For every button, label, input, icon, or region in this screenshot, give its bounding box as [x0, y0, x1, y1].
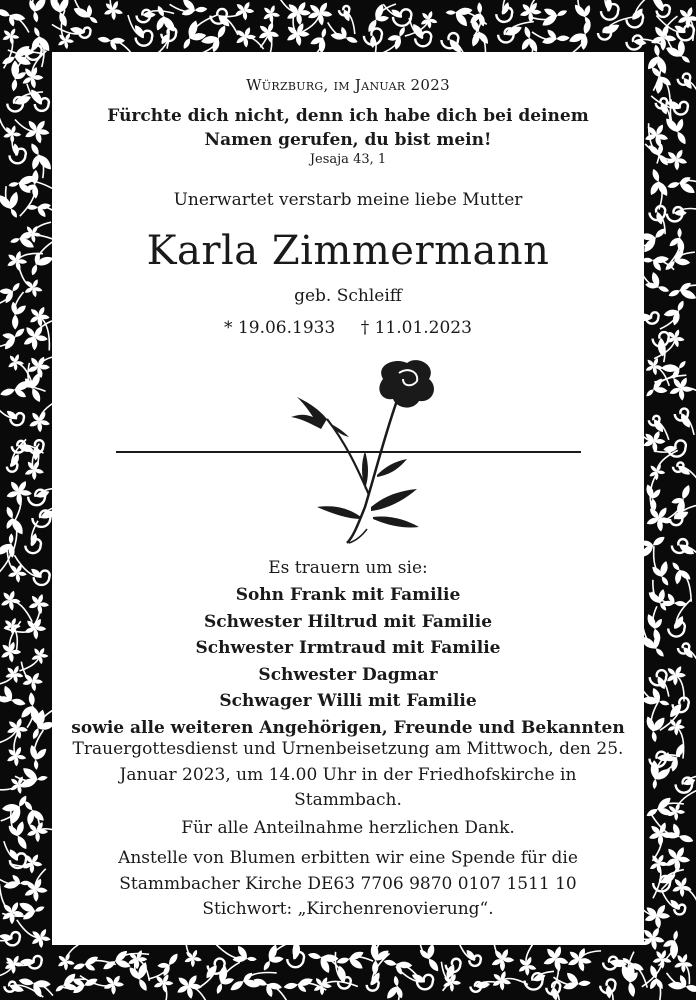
place-date: Würzburg, im Januar 2023 [246, 76, 450, 94]
divider-line [116, 451, 581, 453]
list-item: Schwager Willi mit Familie [219, 691, 477, 711]
thanks-text: Für alle Anteilnahme herzlichen Dank. [181, 818, 515, 838]
mourners-heading: Es trauern um sie: [268, 558, 428, 578]
service-info: Trauergottesdienst und Urnenbeisetzung am Mittwoch, den 25. Januar 2023, um 14.00 Uhr in der Friedhofskirche in Stammbach. [72, 739, 624, 810]
list-item: Sohn Frank mit Familie [235, 585, 461, 605]
bible-verse: Fürchte dich nicht, denn ich habe dich bei deinem Namen gerufen, du bist mein! [107, 106, 589, 150]
list-item: Schwester Irmtraud mit Familie [195, 638, 501, 658]
obituary-card [52, 52, 644, 945]
life-dates [52, 318, 644, 338]
death-date: † 11.01.2023 [360, 318, 472, 338]
donation-iban: Stammbacher Kirche DE63 7706 9870 0107 1511 10 [119, 873, 577, 894]
deceased-name: Karla Zimmermann [146, 228, 550, 274]
list-item: Schwester Hiltrud mit Familie [203, 611, 493, 632]
verse-reference: Jesaja 43, 1 [309, 152, 387, 167]
donation-keyword: Stichwort: „Kirchenrenovierung“. [202, 899, 494, 919]
intro-text: Unerwartet verstarb meine liebe Mutter [173, 190, 523, 210]
donation-info [52, 846, 644, 923]
list-item: Schwester Dagmar [258, 664, 438, 685]
maiden-name: geb. Schleiff [294, 286, 402, 306]
birth-date: * 19.06.1933 [224, 318, 336, 338]
list-item: sowie alle weiteren Angehörigen, Freunde und Bekannten [71, 717, 625, 738]
mourners-list [52, 582, 644, 741]
donation-line: Anstelle von Blumen erbitten wir eine Spende für die [118, 848, 578, 868]
